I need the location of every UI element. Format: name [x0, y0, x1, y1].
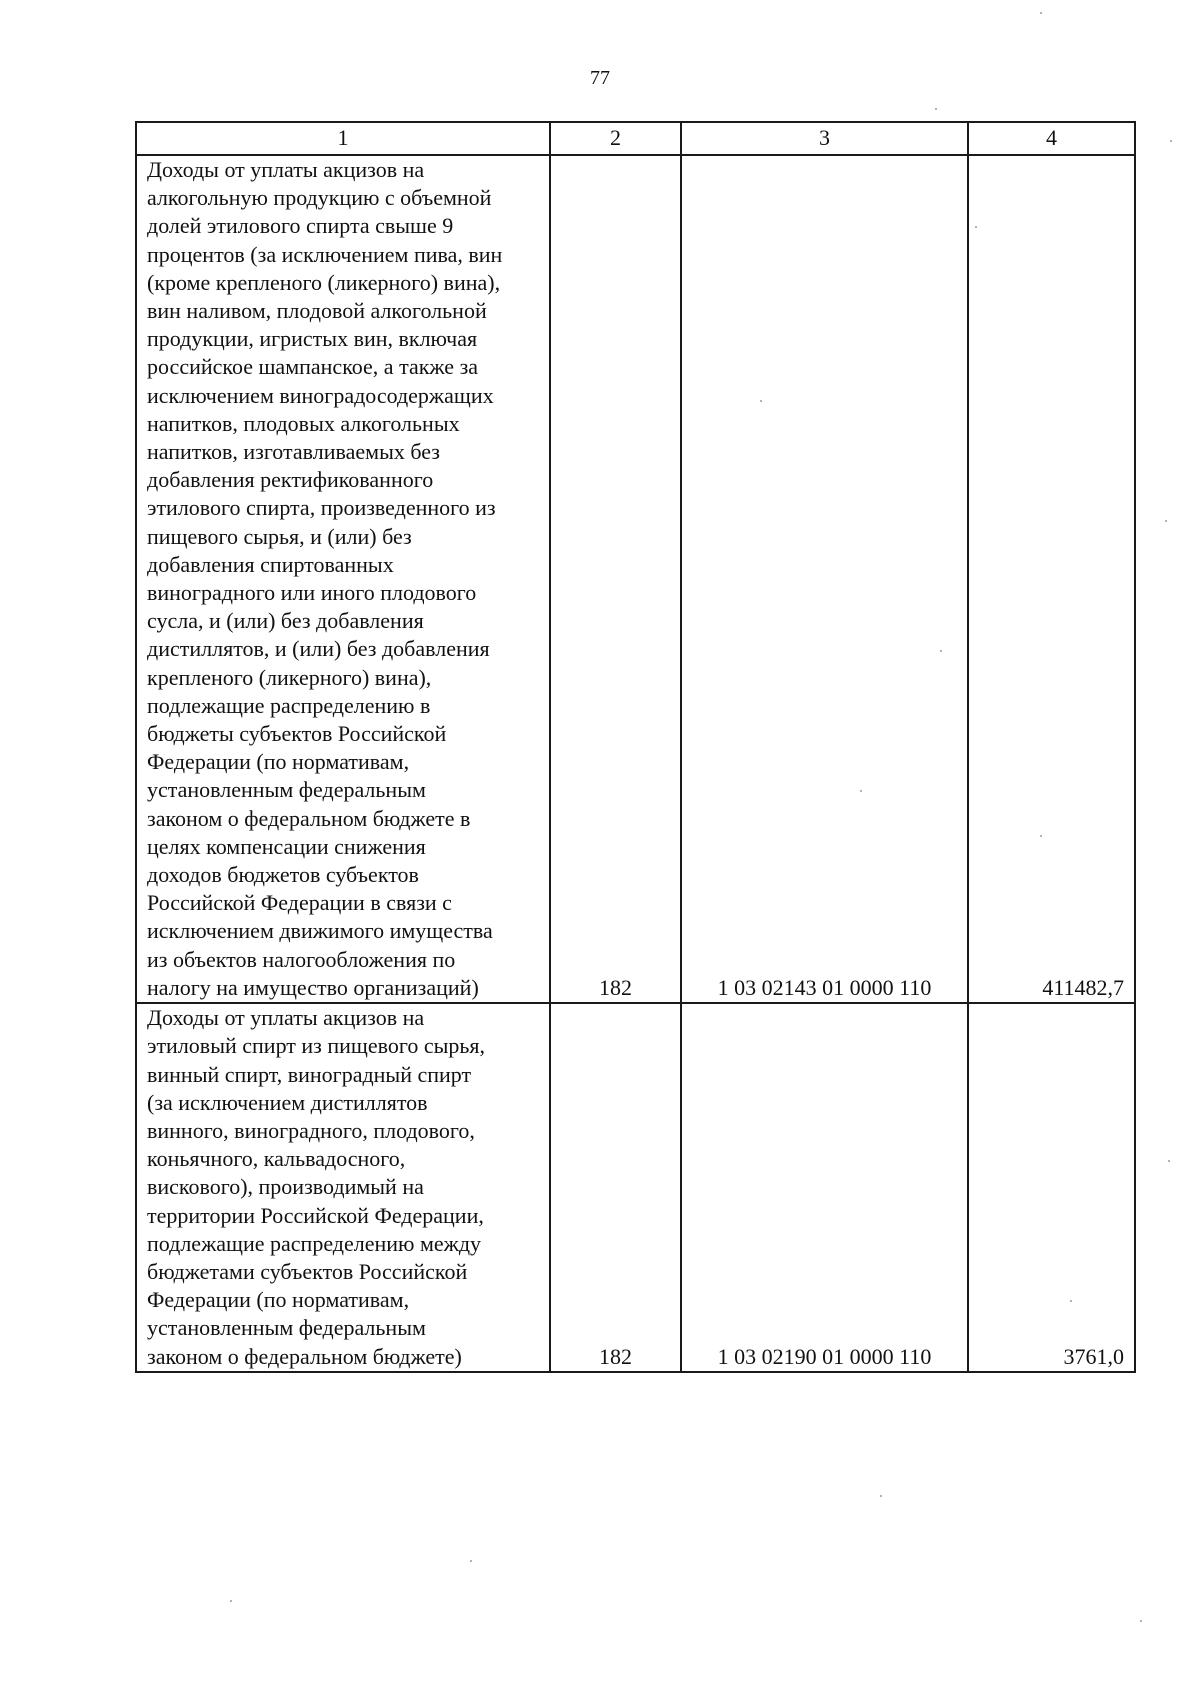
- column-header-3: 3: [681, 122, 968, 155]
- scan-speck: [975, 226, 977, 228]
- page-number: 77: [590, 67, 610, 89]
- scan-speck: [880, 1495, 882, 1497]
- scan-speck: [230, 1600, 232, 1602]
- scan-speck: [1170, 140, 1172, 142]
- scan-speck: [470, 1560, 472, 1562]
- table-row: [136, 1003, 1135, 1372]
- scan-speck: [1040, 835, 1042, 837]
- revenue-table: [135, 121, 1136, 1373]
- amount-cell: 3761,0: [968, 1003, 1135, 1372]
- scan-speck: [1040, 12, 1042, 14]
- administrator-code-cell: 182: [550, 155, 681, 1003]
- budget-classification-code-cell: 1 03 02190 01 0000 110: [681, 1003, 968, 1372]
- revenue-name-cell: Доходы от уплаты акцизов на этиловый спирт из пищевого сырья, винный спирт, виноградный спирт (за исключением дистиллятов винного, виноградного, плодового, коньячного, кальвадосного, вискового), производимый на территории Российской Федерации, подлежащие распределению между бюджетами субъектов Российской Федерации (по нормативам, установленным федеральным законом о федеральном бюджете): [136, 1003, 550, 1372]
- column-header-4: 4: [968, 122, 1135, 155]
- table-row: [136, 155, 1135, 1003]
- scan-speck: [1168, 1160, 1170, 1162]
- table-header-row: [136, 122, 1135, 155]
- scan-speck: [1165, 520, 1167, 522]
- scan-speck: [1140, 1620, 1142, 1622]
- amount-cell: 411482,7: [968, 155, 1135, 1003]
- revenue-name-cell: Доходы от уплаты акцизов на алкогольную продукцию с объемной долей этилового спирта свыше 9 процентов (за исключением пива, вин (кроме крепленого (ликерного) вина), вин наливом, плодовой алкогольной продукции, игристых вин, включая российское шампанское, а также за исключением виноградосодержащих напитков, плодовых алкогольных напитков, изготавливаемых без добавления ректификованного этилового спирта, произведенного из пищевого сырья, и (или) без добавления спиртованных виноградного или иного плодового сусла, и (или) без добавления дистиллятов, и (или) без добавления крепленого (ликерного) вина), подлежащие распределению в бюджеты субъектов Российской Федерации (по нормативам, установленным федеральным законом о федеральном бюджете в целях компенсации снижения доходов бюджетов субъектов Российской Федерации в связи с исключением движимого имущества из объектов налогообложения по налогу на имущество организаций): [136, 155, 550, 1003]
- budget-classification-code-cell: 1 03 02143 01 0000 110: [681, 155, 968, 1003]
- column-header-2: 2: [550, 122, 681, 155]
- scan-speck: [760, 400, 762, 402]
- scan-speck: [940, 650, 942, 652]
- column-header-1: 1: [136, 122, 550, 155]
- scan-speck: [935, 108, 937, 110]
- scan-speck: [860, 790, 862, 792]
- scan-speck: [1070, 1300, 1072, 1302]
- administrator-code-cell: 182: [550, 1003, 681, 1372]
